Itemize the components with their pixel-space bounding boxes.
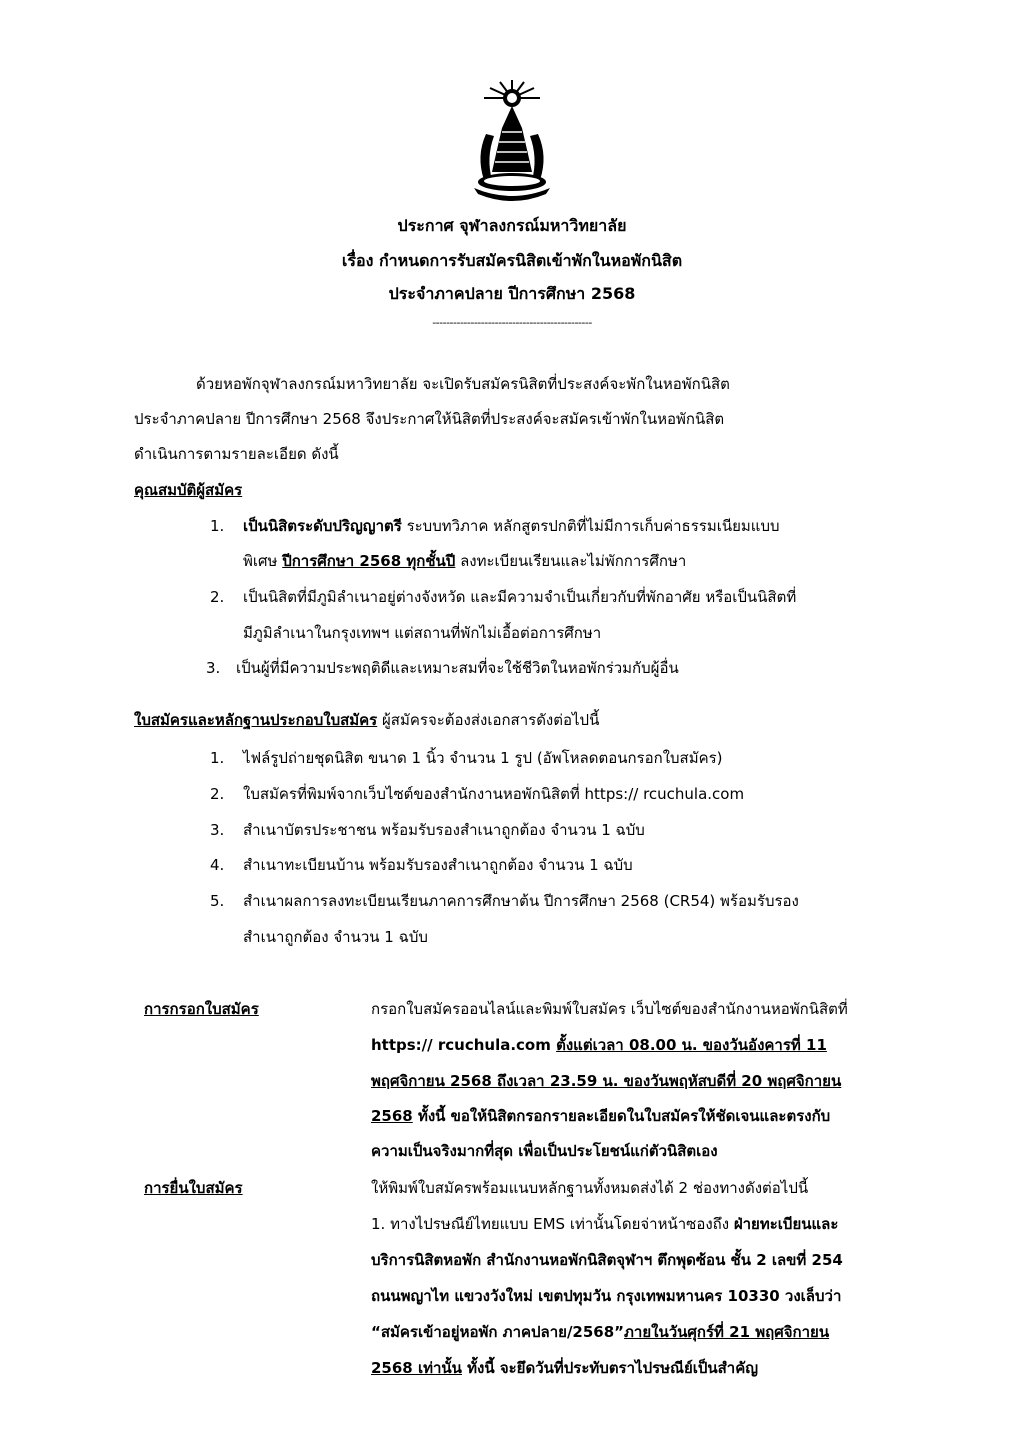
filling-line-4 [371,1106,830,1126]
filling-line-5: ความเป็นจริงมากที่สุด เพื่อเป็นประโยชน์แก่ตัวนิสิตเอง [371,1142,718,1160]
submission-line-1: ให้พิมพ์ใบสมัครพร้อมแนบหลักฐานทั้งหมดส่งได้ 2 ช่องทางดังต่อไปนี้ [371,1179,809,1197]
document-number: 1. [210,749,225,767]
qualification-number: 3. [206,659,221,677]
qualification-item-3-line-1: เป็นผู้ที่มีความประพฤติดีและเหมาะสมที่จะใช้ชีวิตในหอพักร่วมกับผู้อื่น [236,659,679,677]
intro-line-3: ดำเนินการตามรายละเอียด ดังนี้ [134,445,339,463]
envelope-label: “สมัครเข้าอยู่หอพัก ภาคปลาย/2568” [371,1323,625,1341]
filling-label: การกรอกใบสมัคร [144,1000,259,1018]
submission-channel-1: 1. ทางไปรษณีย์ไทยแบบ EMS เท่านั้นโดยจ่าหน้าซองถึง [371,1215,734,1233]
document-item-4: สำเนาทะเบียนบ้าน พร้อมรับรองสำเนาถูกต้อง จำนวน 1 ฉบับ [243,856,633,874]
filling-note: ทั้งนี้ ขอให้นิสิตกรอกรายละเอียดในใบสมัครให้ชัดเจนและตรงกับ [412,1107,831,1125]
filling-line-3: พฤศจิกายน 2568 ถึงเวลา 23.59 น. ของวันพฤหัสบดีที่ 20 พฤศจิกายน [371,1072,842,1090]
qualification-item-2-line-1: เป็นนิสิตที่มีภูมิลำเนาอยู่ต่างจังหวัด และมีความจำเป็นเกี่ยวกับที่พักอาศัย หรือเป็นนิสิตที่ [243,588,797,606]
announcement-subject: เรื่อง กำหนดการรับสมัครนิสิตเข้าพักในหอพักนิสิต [341,251,683,270]
document-item-2-text: ใบสมัครที่พิมพ์จากเว็บไซต์ของสำนักงานหอพักนิสิตที่ [243,785,585,803]
filling-line-2 [371,1035,827,1055]
document-item-5-line-1: สำเนาผลการลงทะเบียนเรียนภาคการศึกษาต้น ปีการศึกษา 2568 (CR54) พร้อมรับรอง [243,892,799,910]
document-item-5-line-2: สำเนาถูกต้อง จำนวน 1 ฉบับ [243,928,428,946]
submission-line-2 [371,1214,838,1234]
document-item-3: สำเนาบัตรประชาชน พร้อมรับรองสำเนาถูกต้อง จำนวน 1 ฉบับ [243,821,645,839]
document-item-2 [243,784,744,804]
submission-deadline-year: 2568 เท่านั้น [371,1359,462,1377]
qualifications-heading: คุณสมบัติผู้สมัคร [134,481,243,499]
submission-line-4: ถนนพญาไท แขวงวังใหม่ เขตปทุมวัน กรุงเทพมหานคร 10330 วงเล็บว่า [371,1287,842,1305]
qualification-number: 2. [210,588,225,606]
title-separator: ---------------------------------------------- [432,316,592,329]
submission-line-6 [371,1358,758,1378]
document-number: 4. [210,856,225,874]
submission-label: การยื่นใบสมัคร [144,1179,243,1197]
document-number: 3. [210,821,225,839]
qualification-item-1-emphasis: ปีการศึกษา 2568 ทุกชั้นปี [282,552,456,570]
postmark-note: ทั้งนี้ จะยึดวันที่ประทับตราไปรษณีย์เป็นสำคัญ [461,1359,759,1377]
documents-heading-line [134,710,599,730]
submission-deadline: ภายในวันศุกร์ที่ 21 พฤศจิกายน [624,1323,830,1341]
filling-year: 2568 [371,1107,413,1125]
intro-line-1: ด้วยหอพักจุฬาลงกรณ์มหาวิทยาลัย จะเปิดรับสมัครนิสิตที่ประสงค์จะพักในหอพักนิสิต [196,375,730,393]
announcement-title: ประกาศ จุฬาลงกรณ์มหาวิทยาลัย [397,216,627,235]
submission-line-5 [371,1322,829,1342]
intro-line-2: ประจำภาคปลาย ปีการศึกษา 2568 จึงประกาศให้นิสิตที่ประสงค์จะสมัครเข้าพักในหอพักนิสิต [134,410,725,428]
filling-url[interactable]: https:// rcuchula.com [371,1036,557,1054]
filling-start-time: ตั้งแต่เวลา 08.00 น. ของวันอังคารที่ 11 [556,1036,827,1054]
document-item-1: ไฟล์รูปถ่ายชุดนิสิต ขนาด 1 นิ้ว จำนวน 1 รูป (อัพโหลดตอนกรอกใบสมัคร) [243,749,723,767]
qualification-item-1-pre: พิเศษ [243,552,283,570]
qualification-item-1-bold: เป็นนิสิตระดับปริญญาตรี [243,517,402,535]
qualification-item-1-line-2 [243,551,686,571]
submission-recipient: ฝ่ายทะเบียนและ [733,1215,839,1233]
qualification-item-1-post: ลงทะเบียนเรียนและไม่พักการศึกษา [455,552,687,570]
submission-line-3: บริการนิสิตหอพัก สำนักงานหอพักนิสิตจุฬาฯ ตึกพุดซ้อน ชั้น 2 เลขที่ 254 [371,1251,843,1269]
university-emblem-logo [466,76,558,206]
qualification-number: 1. [210,517,225,535]
qualification-item-2-line-2: มีภูมิลำเนาในกรุงเทพฯ แต่สถานที่พักไม่เอื้อต่อการศึกษา [243,624,602,642]
document-number: 5. [210,892,225,910]
qualification-item-1-rest: ระบบทวิภาค หลักสูตรปกติที่ไม่มีการเก็บค่าธรรมเนียมแบบ [401,517,780,535]
documents-heading-rest: ผู้สมัครจะต้องส่งเอกสารดังต่อไปนี้ [377,711,600,729]
announcement-term: ประจำภาคปลาย ปีการศึกษา 2568 [388,284,636,303]
documents-heading: ใบสมัครและหลักฐานประกอบใบสมัคร [134,711,378,729]
filling-line-1: กรอกใบสมัครออนไลน์และพิมพ์ใบสมัคร เว็บไซต์ของสำนักงานหอพักนิสิตที่ [371,1000,848,1018]
website-url[interactable]: https:// rcuchula.com [584,785,745,803]
qualification-item-1-line-1 [243,516,780,536]
document-number: 2. [210,785,225,803]
